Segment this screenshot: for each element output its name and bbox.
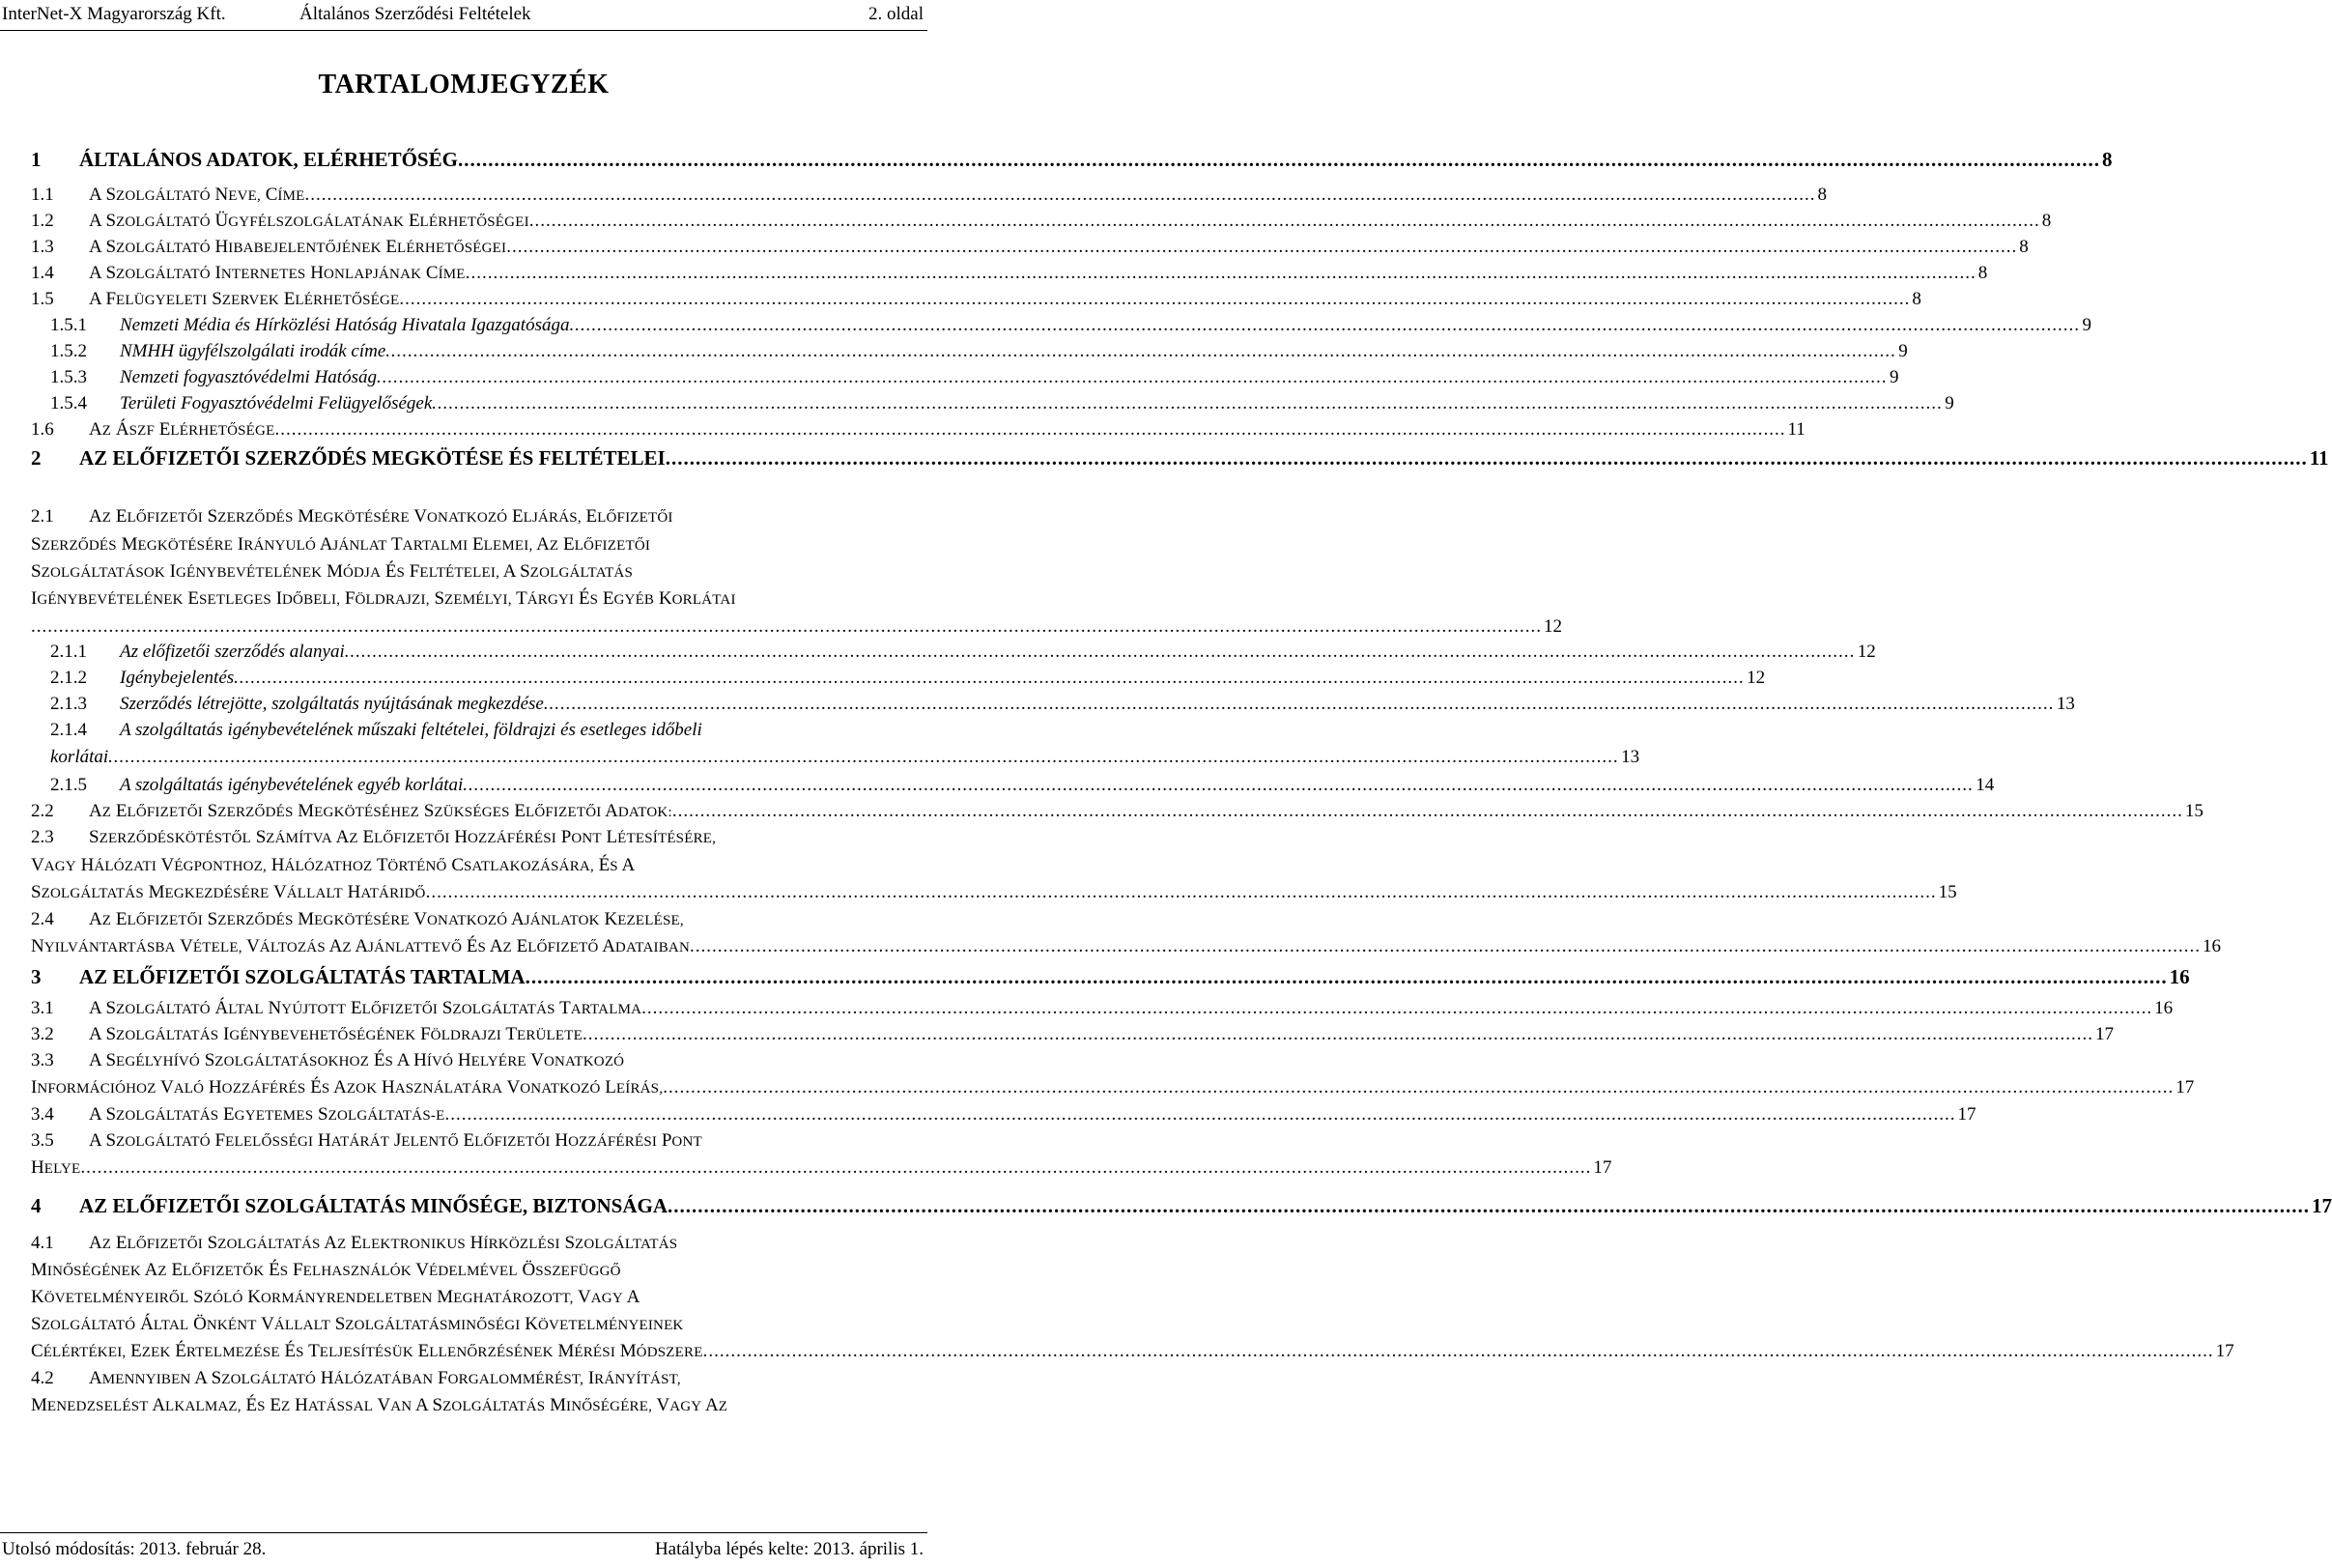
toc-leader-dots <box>426 880 1937 905</box>
toc-entry-title: A SZOLGÁLTATÁS IGÉNYBEVEHETŐSÉGÉNEK FÖLDRAJZI TERÜLETE <box>89 1024 583 1044</box>
toc-entry[interactable] <box>31 1048 924 1073</box>
toc-entry-page: 8 <box>1912 289 1921 309</box>
toc-entry-page: 17 <box>1957 1104 1977 1125</box>
toc-entry[interactable] <box>31 261 1988 286</box>
toc-entry-page: 12 <box>1747 668 1766 688</box>
toc-entry-title: A FELÜGYELETI SZERVEK ELÉRHETŐSÉGE <box>89 289 400 309</box>
toc-entry-page: 8 <box>2041 211 2052 231</box>
toc-entry-page: 13 <box>2056 694 2075 714</box>
toc-entry-title-continued: korlátai <box>50 747 109 767</box>
toc-leader-dots <box>529 209 2040 234</box>
toc-entry-title: AMENNYIBEN A SZOLGÁLTATÓ HÁLÓZATÁBAN FORGALOMMÉRÉST, IRÁNYÍTÁST, <box>89 1368 681 1388</box>
toc-entry-page: 9 <box>2082 315 2091 335</box>
toc-entry-title: Igénybejelentés <box>120 668 235 688</box>
toc-entry-number: 4 <box>31 1194 42 1217</box>
toc-leader-dots <box>463 773 1974 798</box>
toc-entry[interactable] <box>31 907 924 932</box>
footer-effective-date: Hatályba lépés kelte: 2013. április 1. <box>654 1539 924 1559</box>
toc-entry-number: 2.1.3 <box>50 694 87 714</box>
toc-entry[interactable] <box>31 145 2113 174</box>
header-page-number: 2. oldal <box>868 4 924 24</box>
toc-entry[interactable] <box>31 1191 2332 1220</box>
toc-entry[interactable] <box>31 996 2174 1021</box>
toc-entry-title-continued: SZOLGÁLTATÁS MEGKEZDÉSÉRE VÁLLALT HATÁRIDŐ <box>31 882 426 902</box>
toc-entry-page: 9 <box>1889 367 1899 387</box>
page-footer <box>0 1532 927 1568</box>
toc-entry-page: 9 <box>1898 341 1908 361</box>
toc-entry-number: 2.1.5 <box>50 775 87 795</box>
toc-entry-number: 2 <box>31 446 42 470</box>
toc-entry-title: ÁLTALÁNOS ADATOK, ELÉRHETŐSÉG <box>79 148 458 171</box>
toc-entry-number: 3.1 <box>31 998 54 1018</box>
toc-entry-number: 1.5.4 <box>50 393 87 413</box>
toc-entry-page: 11 <box>2309 446 2329 470</box>
toc-entry[interactable] <box>31 443 2329 472</box>
header-company: InterNet-X Magyarország Kft. <box>2 4 226 24</box>
toc-entry-title: AZ ÁSZF ELÉRHETŐSÉGE <box>89 419 275 440</box>
toc-leader-dots <box>506 235 2017 260</box>
toc-entry-title: Területi Fogyasztóvédelmi Felügyelőségek <box>120 393 433 413</box>
toc-entry-title: Az előfizetői szerződés alanyai <box>120 641 345 662</box>
toc-entry[interactable] <box>50 773 1995 798</box>
toc-entry-page: 15 <box>1938 882 1957 902</box>
toc-entry-title-continued: IGÉNYBEVÉTELÉNEK ESETLEGES IDŐBELI, FÖLDRAJZI, SZEMÉLYI, TÁRGYI ÉS EGYÉB KORLÁTAI <box>31 588 736 609</box>
toc-entry-page: 17 <box>1593 1157 1612 1178</box>
toc-entry-continuation[interactable] <box>31 1075 2195 1100</box>
toc-entry[interactable] <box>31 287 1921 312</box>
toc-entry[interactable] <box>31 504 924 529</box>
footer-last-modified: Utolsó módosítás: 2013. február 28. <box>2 1539 267 1559</box>
toc-entry[interactable] <box>31 962 2190 991</box>
toc-entry-number: 3 <box>31 965 42 988</box>
toc-entry-continuation[interactable] <box>31 934 2221 959</box>
toc-entry[interactable] <box>31 825 924 850</box>
toc-entry[interactable] <box>50 640 1876 665</box>
toc-leader-dots <box>444 1102 1955 1127</box>
toc-entry-page: 11 <box>1787 419 1806 440</box>
toc-entry-title: Nemzeti Média és Hírközlési Hatóság Hivatala Igazgatósága <box>120 315 570 335</box>
toc-entry-title-continued: MINŐSÉGÉNEK AZ ELŐFIZETŐK ÉS FELHASZNÁLÓK VÉDELMÉVEL ÖSSZEFÜGGŐ <box>31 1260 621 1280</box>
toc-entry-title-continued: SZERZŐDÉS MEGKÖTÉSÉRE IRÁNYULÓ AJÁNLAT TARTALMI ELEMEI, AZ ELŐFIZETŐI <box>31 534 651 555</box>
toc-entry-title: AZ ELŐFIZETŐI SZERZŐDÉS MEGKÖTÉSE ÉS FELTÉTELEI <box>79 446 666 470</box>
toc-entry-title: AZ ELŐFIZETŐI SZERZŐDÉS MEGKÖTÉSÉHEZ SZÜKSÉGES ELŐFIZETŐI ADATOK: <box>89 801 672 821</box>
toc-title: TARTALOMJEGYZÉK <box>318 70 610 100</box>
toc-entry-page: 12 <box>1857 641 1876 662</box>
toc-entry-continuation[interactable] <box>31 853 924 878</box>
toc-entry-number: 1.3 <box>31 237 54 257</box>
toc-leader-dots <box>544 692 2055 717</box>
toc-entry-page: 12 <box>1544 616 1562 637</box>
toc-entry-page: 13 <box>1621 747 1640 767</box>
toc-entry-title-continued: NYILVÁNTARTÁSBA VÉTELE, VÁLTOZÁS AZ AJÁNLATTEVŐ ÉS AZ ELŐFIZETŐ ADATAIBAN <box>31 936 690 956</box>
toc-entry-title: AZ ELŐFIZETŐI SZOLGÁLTATÁS AZ ELEKTRONIKUS HÍRKÖZLÉSI SZOLGÁLTATÁS <box>89 1233 678 1253</box>
toc-entry-title: A SEGÉLYHÍVÓ SZOLGÁLTATÁSOKHOZ ÉS A HÍVÓ HELYÉRE VONATKOZÓ <box>89 1050 625 1070</box>
toc-entry[interactable] <box>31 1128 924 1154</box>
toc-leader-dots <box>345 640 1856 665</box>
toc-entry-title: Nemzeti fogyasztóvédelmi Hatóság <box>120 367 377 387</box>
toc-leader-dots <box>305 183 1816 208</box>
toc-entry[interactable] <box>50 666 1766 691</box>
toc-leader-dots <box>108 745 1619 770</box>
toc-entry-page: 8 <box>2101 148 2113 171</box>
toc-entry-title: A SZOLGÁLTATÓ ÁLTAL NYÚJTOTT ELŐFIZETŐI SZOLGÁLTATÁS TARTALMA <box>89 998 642 1018</box>
toc-entry-page: 16 <box>2202 936 2221 956</box>
toc-leader-dots <box>466 261 1977 286</box>
toc-leader-dots <box>526 962 2168 991</box>
toc-entry-title: A SZOLGÁLTATÓ ÜGYFÉLSZOLGÁLATÁNAK ELÉRHETŐSÉGEI <box>89 211 529 231</box>
toc-entry-page: 16 <box>2154 998 2174 1018</box>
toc-entry[interactable] <box>31 799 2204 824</box>
toc-entry-number: 1.5.3 <box>50 367 87 387</box>
toc-entry-number: 1.5.2 <box>50 341 87 361</box>
toc-entry[interactable] <box>50 365 1899 390</box>
toc-entry-number: 4.1 <box>31 1233 54 1253</box>
toc-entry-number: 2.1 <box>31 506 54 527</box>
toc-entry[interactable] <box>50 339 1908 364</box>
toc-entry-continuation[interactable] <box>31 880 1957 905</box>
toc-entry[interactable] <box>50 692 2075 717</box>
toc-entry-continuation[interactable] <box>31 1339 2234 1364</box>
toc-entry-title: AZ ELŐFIZETŐI SZERZŐDÉS MEGKÖTÉSÉRE VONATKOZÓ AJÁNLATOK KEZELÉSE, <box>89 909 684 929</box>
toc-leader-dots <box>432 391 1943 416</box>
toc-leader-dots <box>385 339 1896 364</box>
toc-entry-title: A SZOLGÁLTATÓ FELELŐSSÉGI HATÁRÁT JELENTŐ ELŐFIZETŐI HOZZÁFÉRÉSI PONT <box>89 1130 702 1151</box>
toc-leader-dots <box>458 145 2100 174</box>
toc-entry-title: AZ ELŐFIZETŐI SZOLGÁLTATÁS MINŐSÉGE, BIZTONSÁGA <box>79 1194 668 1217</box>
toc-entry-title: A szolgáltatás igénybevételének műszaki feltételei, földrajzi és esetleges időbeli <box>120 720 702 740</box>
toc-entry-number: 1.5.1 <box>50 315 87 335</box>
toc-entry[interactable] <box>31 183 1828 208</box>
header-document-title: Általános Szerződési Feltételek <box>299 4 531 24</box>
toc-entry-title-continued: MENEDZSELÉST ALKALMAZ, ÉS EZ HATÁSSAL VAN A SZOLGÁLTATÁS MINŐSÉGÉRE, VAGY AZ <box>31 1395 728 1415</box>
toc-entry[interactable] <box>31 209 2052 234</box>
toc-entry-continuation[interactable] <box>31 1393 924 1418</box>
toc-entry-title-continued: VAGY HÁLÓZATI VÉGPONTHOZ, HÁLÓZATHOZ TÖRTÉNŐ CSATLAKOZÁSÁRA, ÉS A <box>31 855 636 875</box>
toc-entry-title: AZ ELŐFIZETŐI SZOLGÁLTATÁS TARTALMA <box>79 965 526 988</box>
toc-leader-dots <box>690 934 2201 959</box>
toc-leader-dots <box>672 799 2183 824</box>
toc-entry-title: A SZOLGÁLTATÓ NEVE, CÍME <box>89 185 305 205</box>
toc-entry-title: AZ ELŐFIZETŐI SZERZŐDÉS MEGKÖTÉSÉRE VONATKOZÓ ELJÁRÁS, ELŐFIZETŐI <box>89 506 673 527</box>
toc-entry-number: 2.2 <box>31 801 54 821</box>
toc-entry[interactable] <box>31 1231 924 1256</box>
toc-entry[interactable] <box>31 417 1806 442</box>
toc-entry-continuation[interactable] <box>50 745 1640 770</box>
toc-leader-dots <box>641 996 2152 1021</box>
toc-entry-title: A szolgáltatás igénybevételének egyéb korlátai <box>120 775 464 795</box>
toc-entry-number: 1.6 <box>31 419 54 440</box>
toc-entry-title: NMHH ügyfélszolgálati irodák címe <box>120 341 386 361</box>
toc-entry-title-continued: KÖVETELMÉNYEIRŐL SZÓLÓ KORMÁNYRENDELETBEN MEGHATÁROZOTT, VAGY A <box>31 1287 640 1307</box>
toc-entry-page: 8 <box>1977 263 1988 283</box>
toc-leader-dots <box>80 1155 1591 1181</box>
toc-entry-number: 1.4 <box>31 263 54 283</box>
toc-leader-dots <box>31 614 1542 640</box>
toc-entry-title: A SZOLGÁLTATÁS EGYETEMES SZOLGÁLTATÁS-E <box>89 1104 445 1125</box>
toc-entry-page: 15 <box>2184 801 2204 821</box>
toc-leader-dots <box>668 1191 2310 1220</box>
toc-entry-title: SZERZŐDÉSKÖTÉSTŐL SZÁMÍTVA AZ ELŐFIZETŐI HOZZÁFÉRÉSI PONT LÉTESÍTÉSÉRE, <box>89 827 717 847</box>
toc-entry-number: 2.1.4 <box>50 720 87 740</box>
toc-leader-dots <box>703 1339 2214 1364</box>
toc-entry[interactable] <box>31 1366 924 1391</box>
toc-entry-page-line[interactable] <box>31 614 1562 640</box>
toc-entry-number: 2.4 <box>31 909 54 929</box>
toc-entry-number: 1 <box>31 148 42 171</box>
toc-entry-number: 2.1.1 <box>50 641 87 662</box>
toc-entry-page: 8 <box>2019 237 2029 257</box>
toc-entry-title: Szerződés létrejötte, szolgáltatás nyújtásának megkezdése <box>120 694 544 714</box>
toc-entry-title: A SZOLGÁLTATÓ HIBABEJELENTŐJÉNEK ELÉRHETŐSÉGEI <box>89 237 507 257</box>
toc-entry-title-continued: SZOLGÁLTATÁSOK IGÉNYBEVÉTELÉNEK MÓDJA ÉS FELTÉTELEI, A SZOLGÁLTATÁS <box>31 561 634 582</box>
toc-leader-dots <box>274 417 1785 442</box>
toc-entry-continuation[interactable] <box>31 1155 1612 1181</box>
toc-entry-page: 9 <box>1945 393 1954 413</box>
toc-entry-continuation[interactable] <box>31 1258 924 1283</box>
toc-entry-title: A SZOLGÁLTATÓ INTERNETES HONLAPJÁNAK CÍME <box>89 263 466 283</box>
toc-entry-title-continued: CÉLÉRTÉKEI, EZEK ÉRTELMEZÉSE ÉS TELJESÍTÉSÜK ELLENŐRZÉSÉNEK MÉRÉSI MÓDSZERE <box>31 1341 703 1361</box>
toc-entry[interactable] <box>31 235 2029 260</box>
toc-leader-dots <box>399 287 1910 312</box>
toc-entry-page: 17 <box>2312 1194 2332 1217</box>
toc-leader-dots <box>583 1022 2093 1047</box>
toc-leader-dots <box>663 1075 2174 1100</box>
toc-leader-dots <box>569 313 2080 338</box>
toc-leader-dots <box>377 365 1888 390</box>
toc-entry[interactable] <box>31 1022 2115 1047</box>
toc-entry-continuation[interactable] <box>31 559 924 584</box>
toc-entry-number: 2.3 <box>31 827 54 847</box>
toc-entry-continuation[interactable] <box>31 1312 924 1337</box>
toc-entry[interactable] <box>50 718 924 743</box>
toc-entry[interactable] <box>50 391 1954 416</box>
toc-entry-number: 1.5 <box>31 289 54 309</box>
toc-entry-page: 17 <box>2095 1024 2115 1044</box>
toc-entry-title-continued: HELYE <box>31 1157 81 1178</box>
toc-entry-page: 17 <box>2176 1077 2195 1098</box>
toc-entry-number: 1.2 <box>31 211 54 231</box>
toc-entry-page: 8 <box>1817 185 1828 205</box>
toc-entry-page: 16 <box>2169 965 2190 988</box>
toc-entry-number: 3.3 <box>31 1050 54 1070</box>
toc-leader-dots <box>666 443 2308 472</box>
toc-entry-number: 3.4 <box>31 1104 54 1125</box>
toc-entry-number: 2.1.2 <box>50 668 87 688</box>
toc-entry-page: 17 <box>2215 1341 2234 1361</box>
toc-entry-number: 3.2 <box>31 1024 54 1044</box>
toc-entry-number: 4.2 <box>31 1368 54 1388</box>
toc-entry-page: 14 <box>1976 775 1995 795</box>
toc-entry-number: 1.1 <box>31 185 54 205</box>
toc-entry-continuation[interactable] <box>31 1285 924 1310</box>
toc-entry-number: 3.5 <box>31 1130 54 1151</box>
toc-entry-continuation[interactable] <box>31 532 924 557</box>
toc-entry-continuation[interactable] <box>31 586 924 612</box>
toc-entry-title-continued: INFORMÁCIÓHOZ VALÓ HOZZÁFÉRÉS ÉS AZOK HASZNÁLATÁRA VONATKOZÓ LEÍRÁS, <box>31 1077 664 1098</box>
toc-entry-title-continued: SZOLGÁLTATÓ ÁLTAL ÖNKÉNT VÁLLALT SZOLGÁLTATÁSMINŐSÉGI KÖVETELMÉNYEINEK <box>31 1314 684 1334</box>
page-header <box>0 0 927 31</box>
toc-entry[interactable] <box>31 1102 1977 1127</box>
toc-entry[interactable] <box>50 313 2091 338</box>
toc-leader-dots <box>234 666 1745 691</box>
